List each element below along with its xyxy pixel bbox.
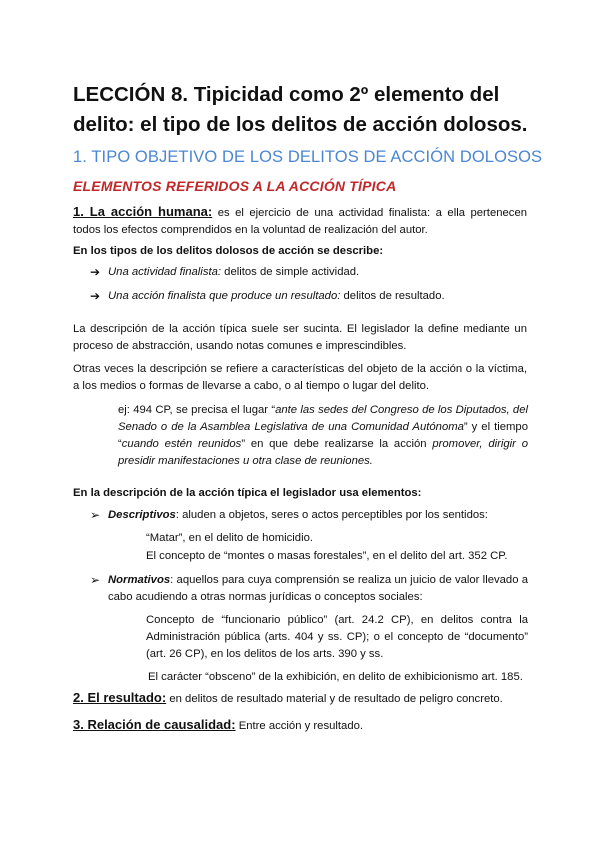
normativos-text: : aquellos para cuya comprensión se realiza un juicio de valor llevado a cabo acudiendo a otras normas jurídicas o conceptos sociales: [108, 574, 528, 603]
descriptivos-example-1: “Matar”, en el delito de homicidio. [146, 532, 314, 544]
ejemplo-text-3: ” en que debe realizarse la acción [241, 438, 433, 450]
otras-veces-paragraph: Otras veces la descripción se refiere a características del objeto de la acción o la víctima, a los medios o formas de llevarse a cabo, o al tiempo o lugar del delito. [73, 363, 527, 392]
descriptivos-item [108, 507, 488, 524]
tipo-item-2-text: delitos de resultado. [340, 290, 445, 302]
accion-humana-label: 1. La acción humana: [73, 204, 213, 219]
elementos-intro: En la descripción de la acción típica el legislador usa elementos: [73, 487, 422, 499]
tipos-intro: En los tipos de los delitos dolosos de acción se describe: [73, 245, 384, 257]
lesson-title: LECCIÓN 8. Tipicidad como 2º elemento del delito: el tipo de los delitos de acción dolosos. [73, 83, 528, 136]
normativos-label: Normativos [108, 574, 171, 586]
tipo-item-1-text: delitos de simple actividad. [221, 266, 360, 278]
descriptivos-label: Descriptivos [108, 509, 176, 521]
tipo-item-2-italic: Una acción finalista que produce un resultado: [108, 290, 341, 302]
triangle-bullet-icon: ➢ [90, 508, 101, 522]
ejemplo-italic-1: ante las sedes del Congreso de los Diputados, del Senado o de la Asamblea Legislativa de una Comunidad Autónoma [118, 404, 528, 433]
normativos-example-2: El carácter “obsceno” de la exhibición, en delito de exhibicionismo art. 185. [148, 671, 523, 683]
ejemplo-text-1: ej: 494 CP, se precisa el lugar “ [118, 404, 276, 416]
descriptivos-example-2: El concepto de “montes o masas forestales”, en el delito del art. 352 CP. [146, 550, 508, 562]
normativos-example-1: Concepto de “funcionario público” (art. 24.2 CP), en delitos contra la Administración pública (arts. 404 y ss. CP); o el concepto de “documento” (art. 26 CP), en los delitos de los arts. 390 y ss. [146, 614, 528, 660]
accion-humana-paragraph [73, 203, 527, 239]
resultado-label: 2. El resultado: [73, 690, 167, 705]
resultado-paragraph [73, 689, 503, 708]
normativos-item [108, 572, 528, 606]
causalidad-text: Entre acción y resultado. [235, 720, 364, 732]
ejemplo-text-2: ” y el tiempo “ [118, 421, 528, 450]
tipo-item-2 [108, 288, 445, 305]
ejemplo-italic-2: cuando estén reunidos [121, 438, 242, 450]
subsection-heading: ELEMENTOS REFERIDOS A LA ACCIÓN TÍPICA [73, 178, 397, 194]
causalidad-paragraph [73, 716, 363, 735]
accion-humana-text: es el ejercicio de una actividad finalista: a ella pertenecen todos los efectos comprendidos en la voluntad de realización del autor. [73, 207, 528, 236]
descripcion-paragraph: La descripción de la acción típica suele ser sucinta. El legislador la define mediante un proceso de abstracción, usando notas comunes e imprescindibles. [73, 323, 527, 352]
triangle-bullet-icon: ➢ [90, 573, 101, 587]
resultado-text: en delitos de resultado material y de resultado de peligro concreto. [166, 693, 503, 705]
tipo-item-1-italic: Una actividad finalista: [108, 266, 222, 278]
descriptivos-text: : aluden a objetos, seres o actos perceptibles por los sentidos: [175, 509, 488, 521]
ejemplo-italic-3: promover, dirigir o presidir manifestaciones u otra clase de reuniones. [118, 438, 528, 467]
tipo-item-1 [108, 264, 359, 281]
ejemplo-paragraph [118, 402, 528, 470]
causalidad-label: 3. Relación de causalidad: [73, 717, 236, 732]
arrow-bullet-icon: ➔ [90, 289, 101, 303]
section-heading: 1. TIPO OBJETIVO DE LOS DELITOS DE ACCIÓN DOLOSOS [73, 148, 543, 166]
arrow-bullet-icon: ➔ [90, 265, 101, 279]
